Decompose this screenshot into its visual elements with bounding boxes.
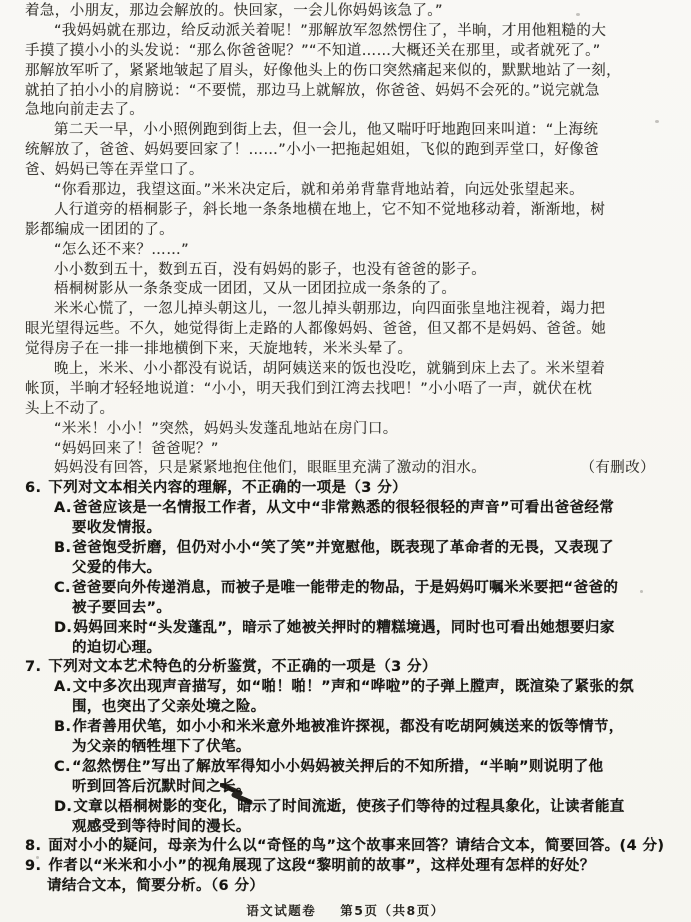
story-text: 急地向前走去了。 — [25, 102, 145, 119]
story-line — [25, 181, 671, 201]
page-content — [25, 2, 671, 897]
question-stem-line — [25, 837, 671, 857]
question-stem-line — [25, 857, 671, 877]
story-line — [25, 62, 671, 82]
option-text: 的迫切心理。 — [72, 639, 162, 656]
story-line — [25, 420, 671, 440]
option-text: 要收发情报。 — [72, 520, 162, 537]
option-line — [25, 678, 671, 698]
story-line — [25, 101, 671, 121]
question-stem-line — [25, 658, 671, 678]
option-text: 围，也突出了父亲处境之险。 — [72, 699, 266, 716]
story-line — [25, 161, 671, 181]
option-line — [25, 579, 671, 599]
option-label: A. — [54, 679, 72, 696]
story-text: 那解放军听了，紧紧地皱起了眉头，好像他头上的伤口突然痛起来似的，默默地站了一刻， — [25, 62, 621, 79]
story-line — [25, 400, 671, 420]
option-line — [25, 818, 671, 838]
story-line — [25, 82, 671, 102]
option-line — [25, 639, 671, 659]
story-text: “你看那边，我望这面。”米米决定后，就和弟弟背靠背地站着，向远处张望起来。 — [54, 182, 585, 199]
story-text: 着急，小朋友，那边会解放的。快回家，一会儿你妈妈该急了。” — [25, 3, 443, 19]
story-line — [25, 121, 671, 141]
option-text: “忽然愣住”写出了解放军得知小小妈妈被关押后的不知所措，“半晌”则说明了他 — [71, 758, 604, 775]
option-text: 爸爸应该是一名情报工作者，从文中“非常熟悉的很轻很轻的声音”可看出爸爸经常 — [72, 500, 615, 517]
story-line — [25, 141, 671, 161]
story-text: 人行道旁的梧桐影子，斜长地一条条地横在地上，它不知不觉地移动着，渐渐地，树 — [54, 201, 606, 218]
option-text: 作者善用伏笔，如小小和米米意外地被准许探视，都没有吃胡阿姨送来的饭等情节， — [72, 719, 624, 736]
question-stem-line — [25, 877, 671, 897]
option-label: C. — [54, 579, 71, 596]
option-line — [25, 599, 671, 619]
option-label: B. — [54, 719, 72, 736]
footer-page-info: 第5页（共8页） — [340, 903, 445, 918]
scan-speck — [36, 856, 39, 859]
option-line — [25, 619, 671, 639]
story-line — [25, 440, 671, 460]
story-line — [25, 42, 671, 62]
story-text: 就拍了拍小小的肩膀说：“不要慌，那边马上就解放，你爸爸、妈妈不会死的。”说完就急 — [25, 82, 600, 99]
option-line — [25, 499, 671, 519]
story-text: 觉得房子在一排一排地横倒下来，天旋地转，米米头晕了。 — [25, 341, 413, 358]
question-text: 面对小小的疑问，母亲为什么以“奇怪的鸟”这个故事来回答？请结合文本，简要回答。(4 分) — [48, 838, 665, 855]
edited-note: （有删改） — [580, 460, 655, 477]
story-line — [25, 241, 671, 261]
option-line — [25, 798, 671, 818]
option-label: D. — [54, 798, 73, 815]
question-number: 9. — [25, 858, 42, 875]
story-text: “怎么还不来？……” — [54, 241, 190, 258]
story-line — [25, 459, 671, 479]
question-number: 6. — [25, 480, 42, 497]
story-text: 妈妈没有回答，只是紧紧地抱住他们，眼眶里充满了激动的泪水。 — [54, 460, 487, 477]
option-label: D. — [54, 619, 73, 636]
story-line — [25, 261, 671, 281]
option-text: 文中多次出现声音描写，如“啪！啪！”声和“哗啦”的子弹上膛声，既渲染了紧张的氛 — [72, 679, 635, 696]
scan-speck — [640, 590, 643, 593]
option-line — [25, 738, 671, 758]
story-line — [25, 201, 671, 221]
option-line — [25, 718, 671, 738]
question-text: 请结合文本，简要分析。（6 分） — [47, 878, 265, 895]
option-text: 爸爸要向外传递消息，而被子是唯一能带走的物品，于是妈妈叮嘱米米要把“爸爸的 — [71, 579, 619, 596]
story-text: 第二天一早，小小照例跑到街上去，但一会儿，他又喘吁吁地跑回来叫道：“上海统 — [54, 122, 599, 139]
story-text: 手摸了摸小小的头发说：“那么你爸爸呢？”“不知道……大概还关在那里，或者就死了。” — [25, 42, 601, 59]
footer-doc-title: 语文试题卷 — [246, 903, 317, 918]
page-footer — [0, 901, 691, 919]
option-text: 被子要回去”。 — [72, 599, 172, 616]
option-line — [25, 519, 671, 539]
question-text: 下列对文本艺术特色的分析鉴赏，不正确的一项是（3 分） — [48, 659, 437, 676]
option-line — [25, 539, 671, 559]
story-line — [25, 360, 671, 380]
option-line — [25, 698, 671, 718]
story-text: 帐顶，半晌才轻轻地说道：“小小，明天我们到江湾去找吧！”小小唔了一声，就伏在枕 — [25, 380, 593, 397]
option-text: 观感受到等待时间的漫长。 — [72, 818, 251, 835]
story-line — [25, 380, 671, 400]
scan-speck — [576, 13, 580, 16]
story-text: 米米心慌了，一忽儿掉头朝这儿，一忽儿掉头朝那边，向四面张皇地注视着，竭力把 — [54, 301, 606, 318]
story-line — [25, 221, 671, 241]
option-line — [25, 559, 671, 579]
option-line — [25, 778, 671, 798]
option-text: 为父亲的牺牲埋下了伏笔。 — [72, 738, 251, 755]
option-text: 听到回答后沉默时间之长。 — [72, 778, 251, 795]
question-number: 7. — [25, 659, 42, 676]
question-number: 8. — [25, 838, 42, 855]
story-text: 晚上，米米、小小都没有说话，胡阿姨送来的饭也没吃，就躺到床上去了。米米望着 — [54, 361, 606, 378]
story-line — [25, 320, 671, 340]
story-line — [25, 280, 671, 300]
option-label: C. — [54, 758, 71, 775]
story-text: 统解放了，爸爸、妈妈要回家了！……”小小一把拖起姐姐，飞似的跑到弄堂口，好像爸 — [25, 142, 600, 159]
story-line — [25, 2, 671, 22]
story-text: 眼光望得远些。不久，她觉得街上走路的人都像妈妈、爸爸，但又都不是妈妈、爸爸。她 — [25, 321, 607, 338]
question-text: 下列对文本相关内容的理解，不正确的一项是（3 分） — [48, 480, 408, 497]
story-text: “妈妈回来了！爸爸呢？” — [54, 440, 219, 457]
option-text: 爸爸饱受折磨，但仍对小小“笑了笑”并宽慰他，既表现了革命者的无畏，又表现了 — [72, 540, 614, 557]
scan-speck — [655, 120, 659, 123]
story-text: “我妈妈就在那边，给反动派关着呢！”那解放军忽然愣住了，半晌，才用他粗糙的大 — [54, 22, 607, 39]
option-text: 父爱的伟大。 — [72, 559, 162, 576]
story-line — [25, 340, 671, 360]
story-text: 爸、妈妈已等在弄堂口了。 — [25, 162, 204, 179]
story-text: 影都编成一团团的了。 — [25, 221, 174, 238]
story-text: 小小数到五十，数到五百，没有妈妈的影子，也没有爸爸的影子。 — [54, 261, 487, 278]
story-line — [25, 22, 671, 42]
option-line — [25, 758, 671, 778]
story-text: “米米！小小！”突然，妈妈头发蓬乱地站在房门口。 — [54, 420, 398, 437]
option-text: 文章以梧桐树影的变化，暗示了时间流逝，使孩子们等待的过程具象化，让读者能直 — [73, 798, 625, 815]
story-text: 梧桐树影从一条条变成一团团，又从一团团拉成一条条的了。 — [54, 281, 457, 298]
option-label: B. — [54, 540, 72, 557]
option-text: 妈妈回来时“头发蓬乱”，暗示了她被关押时的糟糕境遇，同时也可看出她想要归家 — [73, 619, 615, 636]
question-text: 作者以“米米和小小”的视角展现了这段“黎明前的故事”，这样处理有怎样的好处？ — [48, 858, 595, 875]
story-line — [25, 300, 671, 320]
story-text: 头上不动了。 — [25, 400, 115, 417]
question-stem-line — [25, 479, 671, 499]
ink-smudge-artifact — [220, 783, 256, 807]
option-label: A. — [54, 500, 72, 517]
